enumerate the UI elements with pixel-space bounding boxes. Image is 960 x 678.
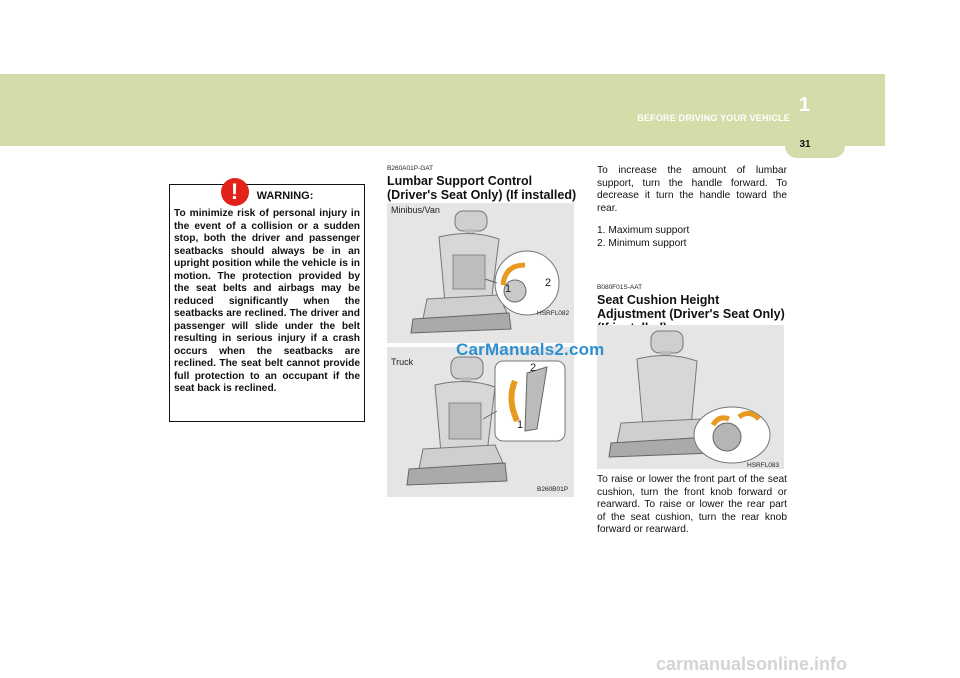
figure-truck [387, 347, 574, 497]
figure2-marker-2: 2 [530, 362, 537, 374]
right-column [597, 165, 787, 335]
figure3-code: HSRFL083 [747, 462, 780, 469]
lumbar-section [387, 165, 577, 202]
cushion-text: To raise or lower the front part of the seat cushion, turn the front knob forward or rearward. To raise or lower the rear part of the seat cushion, turn the rear knob forward or rearward. [597, 474, 787, 535]
chapter-title: BEFORE DRIVING YOUR VEHICLE [637, 113, 790, 123]
cushion-section-code: B080F01S-AAT [597, 284, 643, 291]
chapter-number: 1 [798, 94, 810, 116]
figure1-marker-1: 1 [505, 283, 512, 295]
figure2-marker-1: 1 [517, 419, 524, 431]
list-item: 2. Minimum support [597, 237, 687, 249]
figure-minibus-van [387, 203, 574, 343]
seat-illustration [387, 203, 574, 343]
watermark-carmanuals2: CarManuals2.com [456, 340, 605, 359]
header-band [0, 74, 885, 146]
lumbar-section-code: B260A01P-GAT [387, 165, 434, 172]
list-item: 1. Maximum support [597, 225, 690, 236]
lumbar-heading: Lumbar Support Control (Driver's Seat Only) (If installed) [387, 174, 577, 202]
figure-seat-cushion [597, 325, 784, 469]
watermark-carmanualsonline: carmanualsonline.info [656, 654, 848, 674]
lumbar-instructions: To increase the amount of lumbar support, turn the handle forward. To decrease it turn the handle toward the rear. [597, 165, 787, 214]
page-number: 31 [799, 139, 811, 150]
lumbar-support-list [597, 225, 787, 250]
figure1-marker-2: 2 [545, 277, 552, 289]
figure1-label: Minibus/Van [391, 205, 440, 215]
figure2-label: Truck [391, 357, 414, 367]
warning-header [174, 179, 360, 206]
seat-illustration-truck [387, 347, 574, 497]
warning-text: To minimize risk of personal injury in the event of a collision or a sudden stop, both the driver and passenger seatbacks should always be in an upright position while the vehicle is in motion. The protection provided by the seat belts and airbags may be reduced significantly when the seatbacks are reclined. The driver and passenger will slide under the belt resulting in serious injury if a crash occurs when the seatbacks are reclined. The seat belt cannot provide full protection to an occupant if the seat back is reclined. [174, 208, 360, 394]
figure1-code: HSRFL082 [537, 310, 570, 317]
seat-cushion-illustration [597, 325, 784, 469]
cushion-heading: Seat Cushion Height Adjustment (Driver's Seat Only) [597, 293, 785, 321]
warning-box [169, 179, 365, 422]
warning-icon: ! [221, 178, 249, 206]
warning-label: WARNING: [256, 190, 314, 202]
figure2-code: B260B01P [537, 486, 569, 493]
